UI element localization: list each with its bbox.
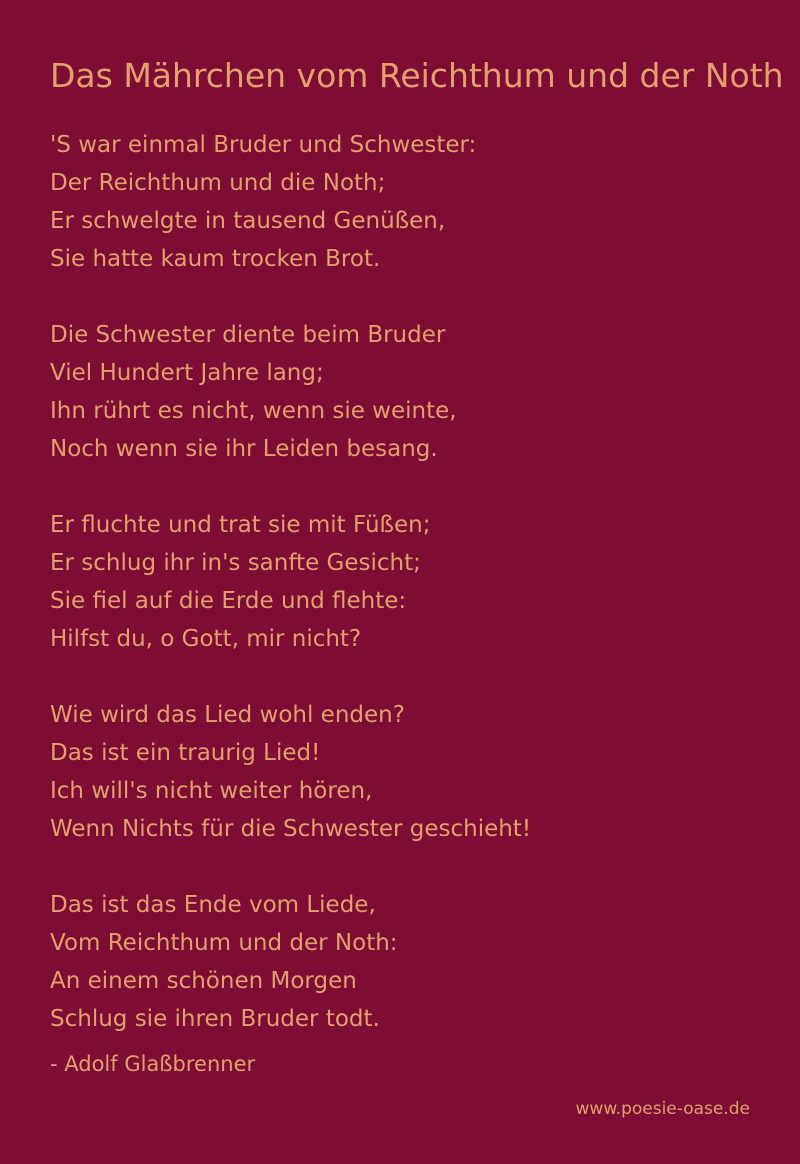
poem-line: Sie hatte kaum trocken Brot. <box>50 246 381 272</box>
poem-author: - Adolf Glaßbrenner <box>50 1052 256 1076</box>
poem-line: Er schwelgte in tausend Genüßen, <box>50 208 446 234</box>
stanza-1 <box>50 126 790 278</box>
poem-line: Das ist das Ende vom Liede, <box>50 892 376 918</box>
poem-line: Noch wenn sie ihr Leiden besang. <box>50 436 438 462</box>
poem-line: Das ist ein traurig Lied! <box>50 740 321 766</box>
poem-line: Schlug sie ihren Bruder todt. <box>50 1006 380 1032</box>
poem-line: Sie fiel auf die Erde und flehte: <box>50 588 407 614</box>
stanza-2 <box>50 316 790 468</box>
poem-line: Wie wird das Lied wohl enden? <box>50 702 405 728</box>
poem-line: Der Reichthum und die Noth; <box>50 170 386 196</box>
poem-line: Vom Reichthum und der Noth: <box>50 930 398 956</box>
poem-line: Wenn Nichts für die Schwester geschieht! <box>50 816 532 842</box>
poem-body <box>50 126 790 1076</box>
poem-line: 'S war einmal Bruder und Schwester: <box>50 132 477 158</box>
website-credit: www.poesie-oase.de <box>575 1099 750 1119</box>
stanza-4 <box>50 696 790 848</box>
poem-line: Viel Hundert Jahre lang; <box>50 360 324 386</box>
poem-title: Das Mährchen vom Reichthum und der Noth <box>50 56 784 95</box>
poem-line: An einem schönen Morgen <box>50 968 357 994</box>
poem-line: Er fluchte und trat sie mit Füßen; <box>50 512 431 538</box>
poem-line: Hilfst du, o Gott, mir nicht? <box>50 626 362 652</box>
stanza-3 <box>50 506 790 658</box>
poem-line: Ich will's nicht weiter hören, <box>50 778 373 804</box>
poem-line: Er schlug ihr in's sanfte Gesicht; <box>50 550 421 576</box>
stanza-5 <box>50 886 790 1038</box>
poem-line: Ihn rührt es nicht, wenn sie weinte, <box>50 398 457 424</box>
poem-line: Die Schwester diente beim Bruder <box>50 322 446 348</box>
